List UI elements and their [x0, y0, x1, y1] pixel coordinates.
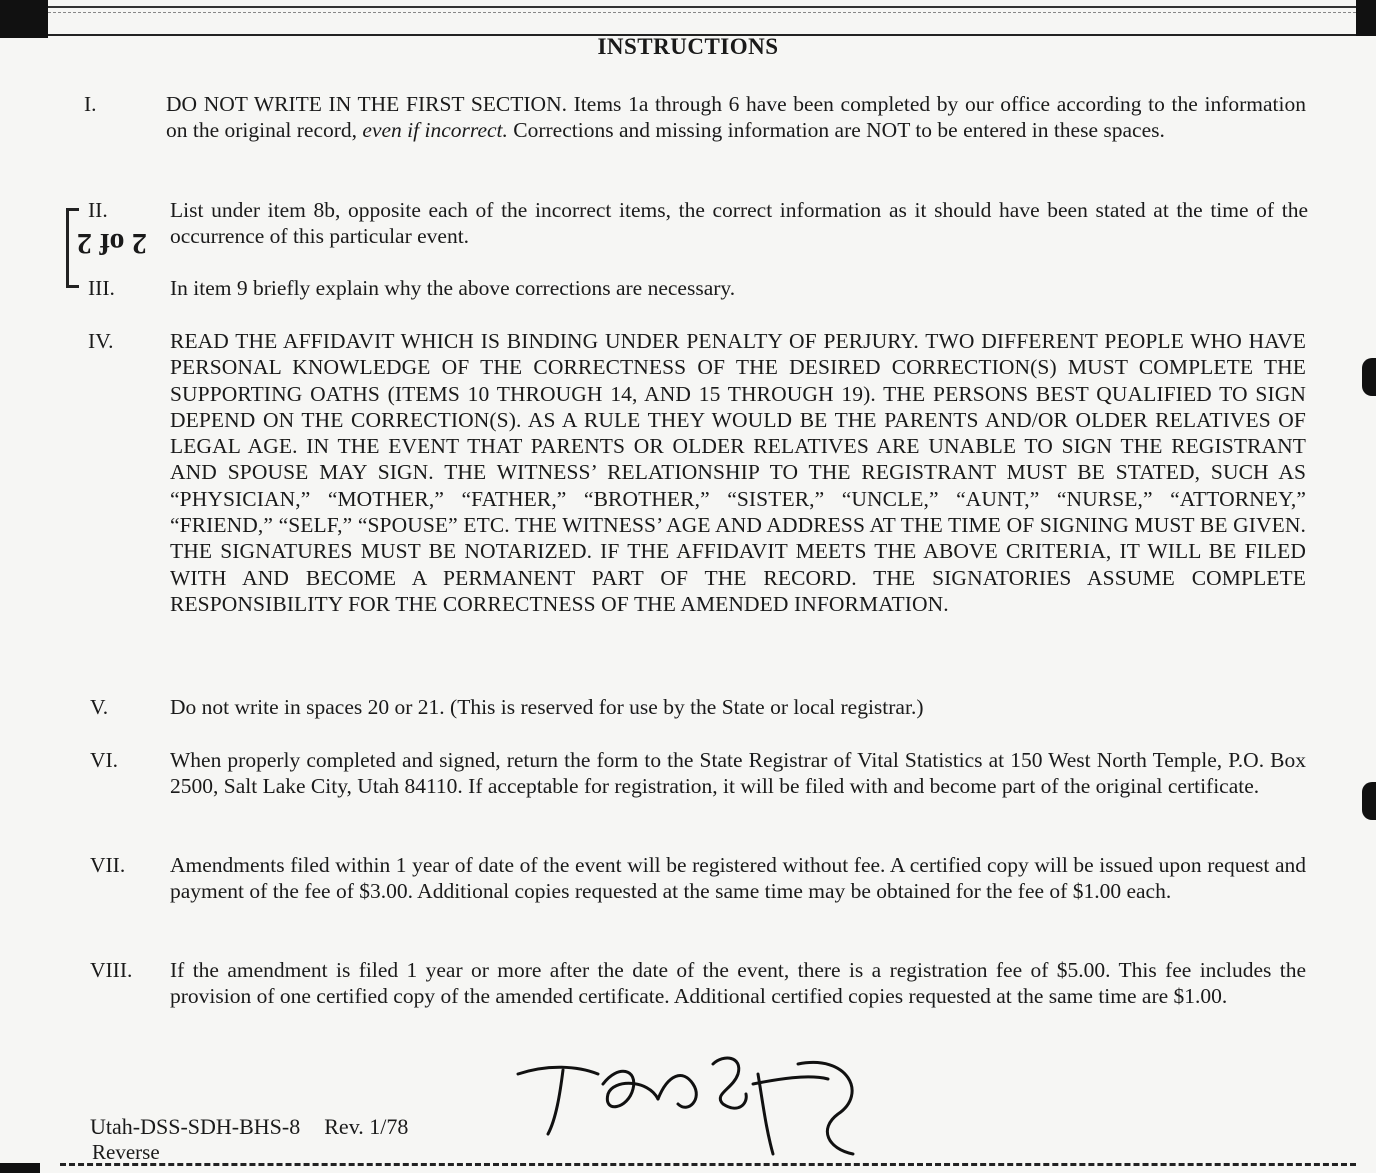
bottom-rule	[60, 1163, 1356, 1166]
form-revision: Rev. 1/78	[324, 1114, 409, 1139]
instruction-number: IV.	[88, 329, 114, 353]
punch-hole-mark	[1362, 358, 1376, 396]
page-side-label: Reverse	[92, 1140, 160, 1164]
scan-top-border	[0, 0, 1376, 38]
instruction-text: List under item 8b, opposite each of the incorrect items, the correct information as it should have been stated at the time of the occurrence of this particular event.	[170, 198, 1308, 249]
instruction-text: READ THE AFFIDAVIT WHICH IS BINDING UNDER PENALTY OF PERJURY. TWO DIFFERENT PEOPLE WHO HAVE PERSONAL KNOWLEDGE OF THE CORRECTNESS OF THE DESIRED CORRECTION(S) MUST COMPLETE THE SUPPORTING OATHS (ITEMS 10 THROUGH 14, AND 15 THROUGH 19). THE PERSONS BEST QUALIFIED TO SIGN DEPEND ON THE CORRECTION(S). AS A RULE THEY WOULD BE THE PARENTS AND/OR OLDER RELATIVES OF LEGAL AGE. IN THE EVENT THAT PARENTS OR OLDER RELATIVES ARE UNABLE TO SIGN THE REGISTRANT AND SPOUSE MAY SIGN. THE WITNESS’ RELATIONSHIP TO THE REGISTRANT MUST BE STATED, SUCH AS “PHYSICIAN,” “MOTHER,” “FATHER,” “BROTHER,” “SISTER,” “UNCLE,” “AUNT,” “NURSE,” “ATTORNEY,” “FRIEND,” “SELF,” “SPOUSE” ETC. THE WITNESS’ AGE AND ADDRESS AT THE TIME OF SIGNING MUST BE GIVEN. THE SIGNATURES MUST BE NOTARIZED. IF THE AFFIDAVIT MEETS THE ABOVE CRITERIA, IT WILL BE FILED WITH AND BECOME A PERMANENT PART OF THE RECORD. THE SIGNATORIES ASSUME COMPLETE RESPONSIBILITY FOR THE CORRECTNESS OF THE AMENDED INFORMATION.	[170, 329, 1306, 616]
page-marker: 2 of 2	[77, 227, 147, 260]
page-title: INSTRUCTIONS	[597, 34, 779, 59]
instruction-number: V.	[90, 695, 109, 719]
instruction-number: II.	[88, 198, 108, 222]
instruction-text: Amendments filed within 1 year of date of the event will be registered without fee. A certified copy will be issued upon request and payment of the fee of $3.00. Additional copies requested at the same time may be obtained for the fee of $1.00 each.	[170, 853, 1306, 904]
instruction-number: VII.	[90, 853, 126, 877]
instruction-number: VI.	[90, 748, 119, 772]
instruction-number: I.	[84, 92, 97, 116]
instruction-text: In item 9 briefly explain why the above corrections are necessary.	[170, 276, 736, 300]
instruction-text: When properly completed and signed, return the form to the State Registrar of Vital Statistics at 150 West North Temple, P.O. Box 2500, Salt Lake City, Utah 84110. If acceptable for registration, it will be filed with and become part of the original certificate.	[170, 748, 1306, 799]
form-id: Utah-DSS-SDH-BHS-8	[90, 1114, 301, 1139]
instruction-number: III.	[88, 276, 115, 300]
instruction-text: If the amendment is filed 1 year or more after the date of the event, there is a registration fee of $5.00. This fee includes the provision of one certified copy of the amended certificate. Additional certified copies requested at the same time are $1.00.	[170, 958, 1306, 1009]
form-identifier	[90, 1114, 408, 1140]
scan-bottom-border	[0, 1163, 40, 1173]
instruction-text: Do not write in spaces 20 or 21. (This is reserved for use by the State or local registrar.)	[170, 695, 924, 719]
signature-image	[508, 1044, 868, 1164]
punch-hole-mark	[1362, 782, 1376, 820]
instruction-text: DO NOT WRITE IN THE FIRST SECTION. Items 1a through 6 have been completed by our office according to the information on the original record, even if incorrect. Corrections and missing information are NOT to be entered in these spaces.	[166, 92, 1306, 143]
instruction-number: VIII.	[90, 958, 133, 982]
